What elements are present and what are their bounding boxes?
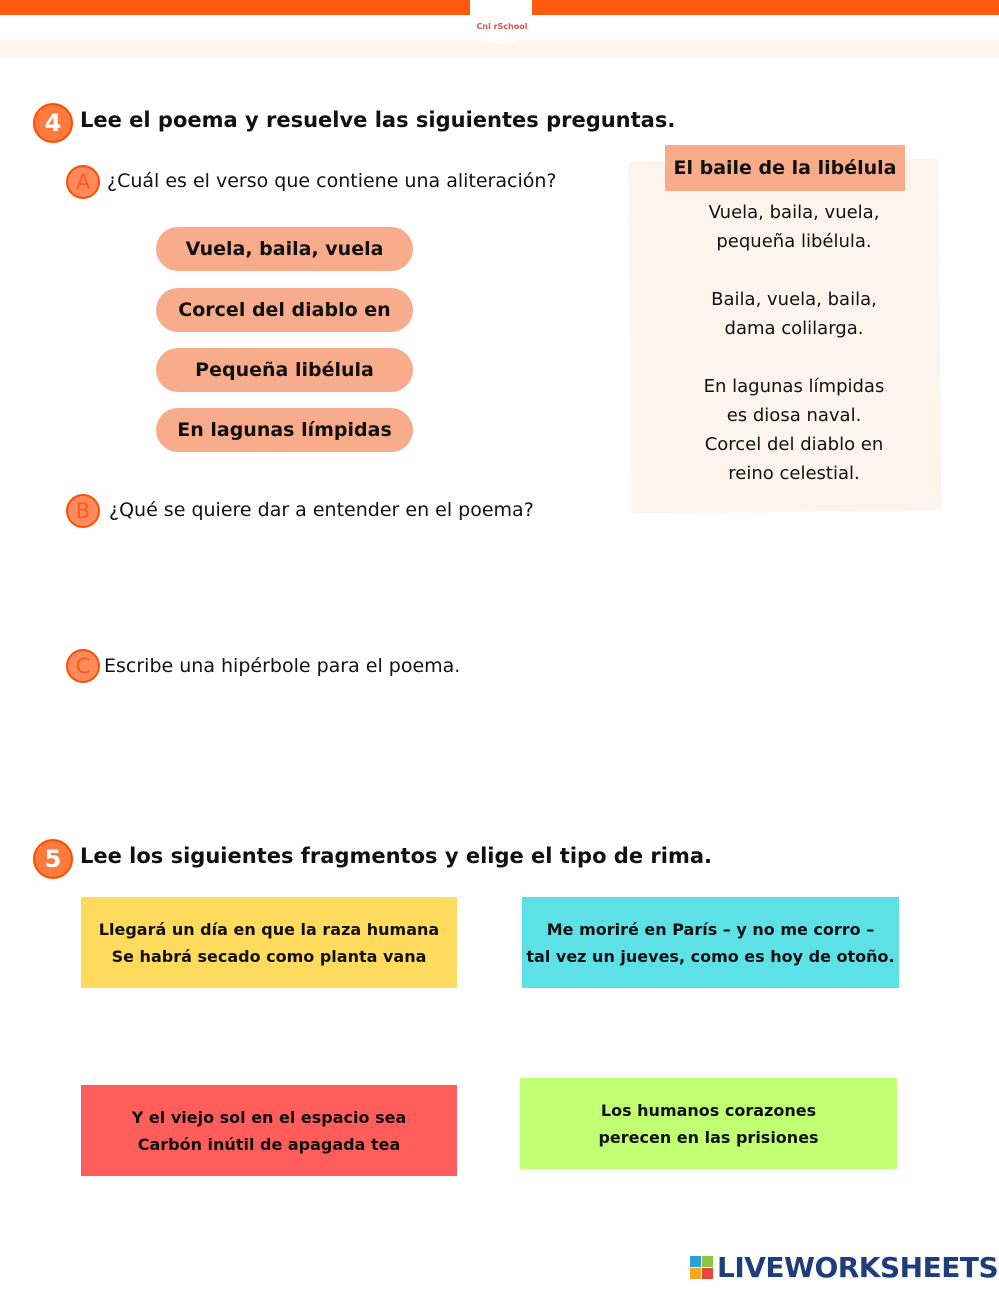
fragment-card-4[interactable] <box>520 1078 897 1169</box>
answer-option-1[interactable]: Vuela, baila, vuela <box>156 227 413 271</box>
fragment-line: Y el viejo sol en el espacio sea <box>131 1107 407 1127</box>
poem-line: Corcel del diablo en <box>704 434 884 455</box>
fragment-line: Me moriré en París – y no me corro – <box>546 919 875 939</box>
poem-body <box>660 198 928 488</box>
poem-line: dama colilarga. <box>724 318 864 339</box>
question-a-badge: A <box>66 165 100 199</box>
question-c-text: Escribe una hipérbole para el poema. <box>104 655 461 677</box>
brand-text: LIVEWORKSHEETS <box>717 1250 999 1284</box>
poem-stanza <box>660 372 928 488</box>
liveworksheets-logo <box>690 1250 998 1284</box>
fragment-line: Llegará un día en que la raza humana <box>98 919 440 939</box>
question-c-badge: C <box>66 649 100 683</box>
poem-line: pequeña libélula. <box>716 231 872 252</box>
answer-option-3[interactable]: Pequeña libélula <box>156 348 413 392</box>
poem-line: reino celestial. <box>728 463 860 484</box>
question-b-text: ¿Qué se quiere dar a entender en el poema? <box>109 499 534 521</box>
liveworksheets-icon <box>690 1256 713 1279</box>
answer-option-4[interactable]: En lagunas límpidas <box>156 408 413 452</box>
poem-line: Vuela, baila, vuela, <box>708 202 880 223</box>
answer-option-2[interactable]: Corcel del diablo en <box>156 288 413 332</box>
section-5-title: Lee los siguientes fragmentos y elige el tipo de rima. <box>80 844 712 868</box>
poem-title: El baile de la libélula <box>665 145 905 191</box>
site-logo: Cnl rSchool <box>476 22 528 31</box>
poem-stanza <box>660 285 928 343</box>
section-number-badge: 5 <box>33 839 73 879</box>
section-4-title: Lee el poema y resuelve las siguientes preguntas. <box>80 108 676 132</box>
question-b-badge: B <box>66 494 100 528</box>
fragment-card-3[interactable] <box>81 1085 457 1176</box>
fragment-line: Los humanos corazones <box>600 1100 817 1120</box>
section-number-badge: 4 <box>33 103 73 143</box>
question-a-text: ¿Cuál es el verso que contiene una aliteración? <box>107 170 557 192</box>
poem-line: En lagunas límpidas <box>703 376 885 397</box>
poem-line: Baila, vuela, baila, <box>711 289 877 310</box>
poem-stanza <box>660 198 928 256</box>
fragment-card-2[interactable] <box>522 897 899 988</box>
fragment-line: tal vez un jueves, como es hoy de otoño. <box>526 946 895 966</box>
fragment-card-1[interactable] <box>81 897 457 988</box>
poem-line: es diosa naval. <box>726 405 862 426</box>
fragment-line: Carbón inútil de apagada tea <box>137 1134 401 1154</box>
fragment-line: perecen en las prisiones <box>598 1127 819 1147</box>
fragment-line: Se habrá secado como planta vana <box>111 946 427 966</box>
